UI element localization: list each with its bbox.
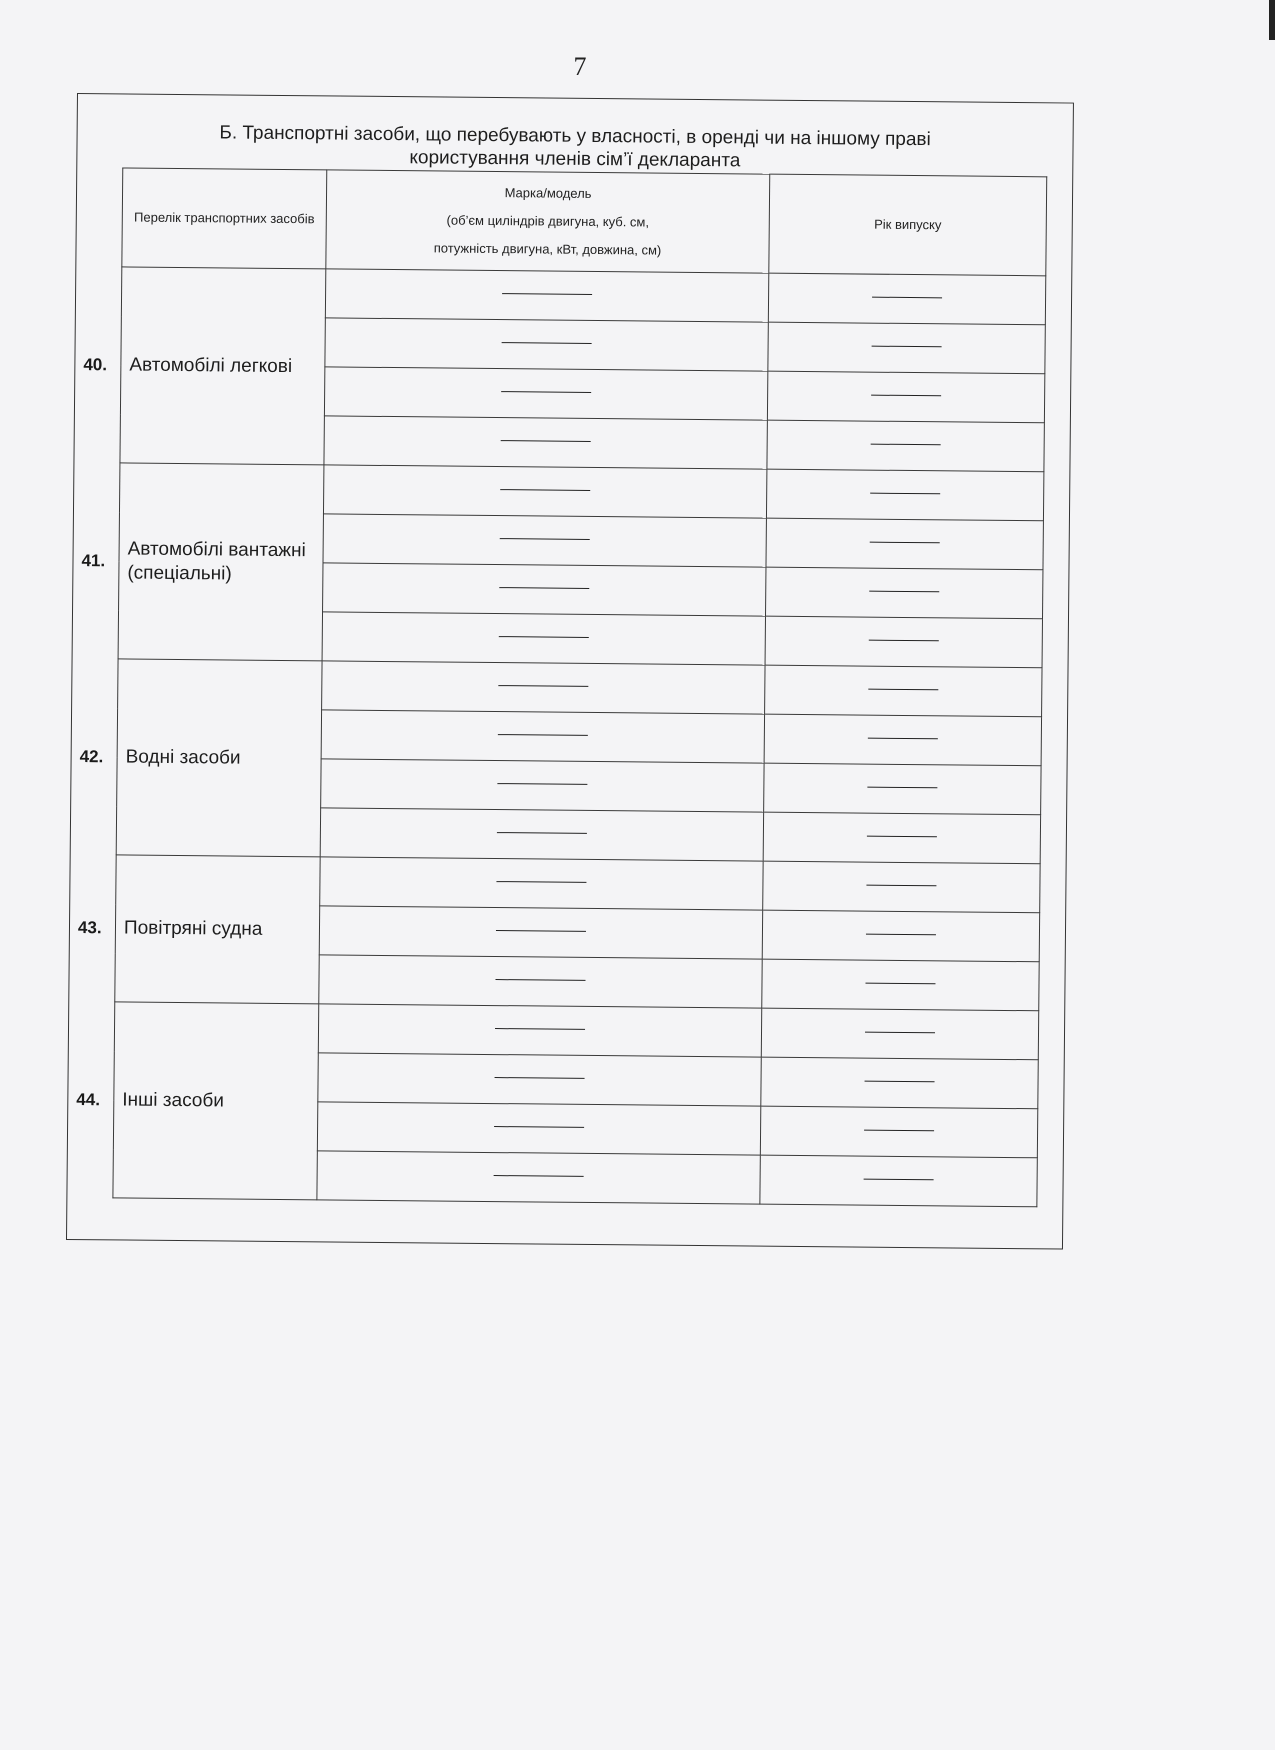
make-model-cell[interactable] (319, 906, 762, 959)
year-cell[interactable] (766, 469, 1043, 521)
empty-dash (867, 836, 937, 838)
make-model-cell[interactable] (320, 857, 763, 910)
section-letter: Б (219, 122, 232, 144)
make-model-cell[interactable] (325, 318, 768, 371)
empty-dash (868, 689, 938, 691)
year-cell[interactable] (767, 371, 1044, 423)
empty-dash (496, 930, 586, 932)
category-number: 42. (79, 746, 104, 766)
make-model-cell[interactable] (324, 416, 767, 469)
make-model-cell[interactable] (323, 465, 766, 518)
empty-dash (868, 738, 938, 740)
empty-dash (498, 734, 588, 736)
category-label: Повітряні судна (123, 917, 263, 940)
header-make-model-line3: потужність двигуна, кВт, довжина, см) (433, 240, 662, 258)
category-label: Автомобілі легкові (129, 354, 293, 377)
category-label: Водні засоби (125, 745, 241, 769)
empty-dash (502, 342, 592, 344)
make-model-cell[interactable] (317, 1102, 760, 1155)
empty-dash (867, 787, 937, 789)
year-cell[interactable] (764, 763, 1041, 815)
section-title (77, 120, 1072, 176)
category-label-line2: (спеціальні) (127, 562, 232, 585)
table-row (118, 659, 1042, 717)
empty-dash (865, 1032, 935, 1034)
make-model-cell[interactable] (324, 367, 767, 420)
category-number: 43. (77, 918, 102, 938)
make-model-cell[interactable] (320, 808, 763, 861)
make-model-cell[interactable] (318, 1004, 761, 1057)
category-cell (81, 463, 324, 661)
header-make-model-line1: Марка/модель (504, 185, 592, 201)
make-model-cell[interactable] (318, 1053, 761, 1106)
empty-dash (872, 297, 942, 299)
year-cell[interactable] (761, 1008, 1038, 1060)
empty-dash (498, 685, 588, 687)
make-model-cell[interactable] (321, 710, 764, 763)
empty-dash (871, 395, 941, 397)
year-cell[interactable] (760, 1155, 1037, 1207)
scan-edge-shadow (1269, 0, 1275, 40)
table-row (119, 463, 1043, 521)
empty-dash (870, 493, 940, 495)
empty-dash (866, 934, 936, 936)
table-row (114, 1002, 1038, 1060)
empty-dash (500, 489, 590, 491)
make-model-cell[interactable] (319, 955, 762, 1008)
year-cell[interactable] (768, 322, 1045, 374)
empty-dash (864, 1130, 934, 1132)
empty-dash (871, 444, 941, 446)
header-make-model (326, 170, 770, 273)
table-row (116, 855, 1040, 913)
year-cell[interactable] (765, 665, 1042, 717)
year-cell[interactable] (762, 959, 1039, 1011)
vehicles-table (76, 167, 1047, 1207)
year-cell[interactable] (766, 567, 1043, 619)
category-cell (76, 1002, 319, 1200)
empty-dash (864, 1179, 934, 1181)
make-model-cell[interactable] (325, 269, 768, 322)
empty-dash (869, 640, 939, 642)
make-model-cell[interactable] (321, 759, 764, 812)
section-title-line2: користування членів сім’ї декларанта (409, 147, 741, 172)
empty-dash (865, 983, 935, 985)
empty-dash (870, 542, 940, 544)
category-label: Автомобілі вантажні (127, 538, 306, 561)
empty-dash (502, 293, 592, 295)
year-cell[interactable] (763, 861, 1040, 913)
make-model-cell[interactable] (323, 563, 766, 616)
empty-dash (497, 832, 587, 834)
table-body (76, 267, 1046, 1207)
category-cell (77, 855, 320, 1004)
category-number: 44. (76, 1089, 101, 1109)
empty-dash (495, 1028, 585, 1030)
make-model-cell[interactable] (322, 661, 765, 714)
empty-dash (872, 346, 942, 348)
empty-dash (865, 1081, 935, 1083)
year-cell[interactable] (762, 910, 1039, 962)
table-header-row (122, 168, 1047, 276)
year-cell[interactable] (768, 273, 1045, 325)
empty-dash (495, 1077, 585, 1079)
empty-dash (869, 591, 939, 593)
empty-dash (501, 391, 591, 393)
empty-dash (866, 885, 936, 887)
make-model-cell[interactable] (322, 612, 765, 665)
category-label: Інші засоби (122, 1088, 225, 1111)
empty-dash (501, 440, 591, 442)
year-cell[interactable] (765, 616, 1042, 668)
make-model-cell[interactable] (317, 1151, 760, 1204)
empty-dash (494, 1175, 584, 1177)
empty-dash (497, 783, 587, 785)
year-cell[interactable] (766, 518, 1043, 570)
year-cell[interactable] (764, 714, 1041, 766)
vehicles-section-frame (66, 93, 1074, 1250)
year-cell[interactable] (767, 420, 1044, 472)
category-cell (79, 659, 322, 857)
header-make-model-line2: (об’єм циліндрів двигуна, куб. см, (446, 212, 650, 230)
table-row (121, 267, 1045, 325)
year-cell[interactable] (761, 1057, 1038, 1109)
header-vehicle-list: Перелік транспортних засобів (122, 168, 327, 269)
year-cell[interactable] (760, 1106, 1037, 1158)
empty-dash (500, 538, 590, 540)
category-number: 41. (81, 550, 106, 570)
empty-dash (496, 881, 586, 883)
empty-dash (496, 979, 586, 981)
category-cell (83, 267, 326, 465)
year-cell[interactable] (763, 812, 1040, 864)
empty-dash (499, 587, 589, 589)
section-title-line1: . Транспортні засоби, що перебувають у власності, в оренді чи на іншому праві (231, 122, 931, 151)
empty-dash (499, 636, 589, 638)
header-year: Рік випуску (769, 174, 1047, 276)
category-number: 40. (83, 354, 108, 374)
make-model-cell[interactable] (323, 514, 766, 567)
empty-dash (494, 1126, 584, 1128)
page-number: 7 (573, 52, 587, 81)
